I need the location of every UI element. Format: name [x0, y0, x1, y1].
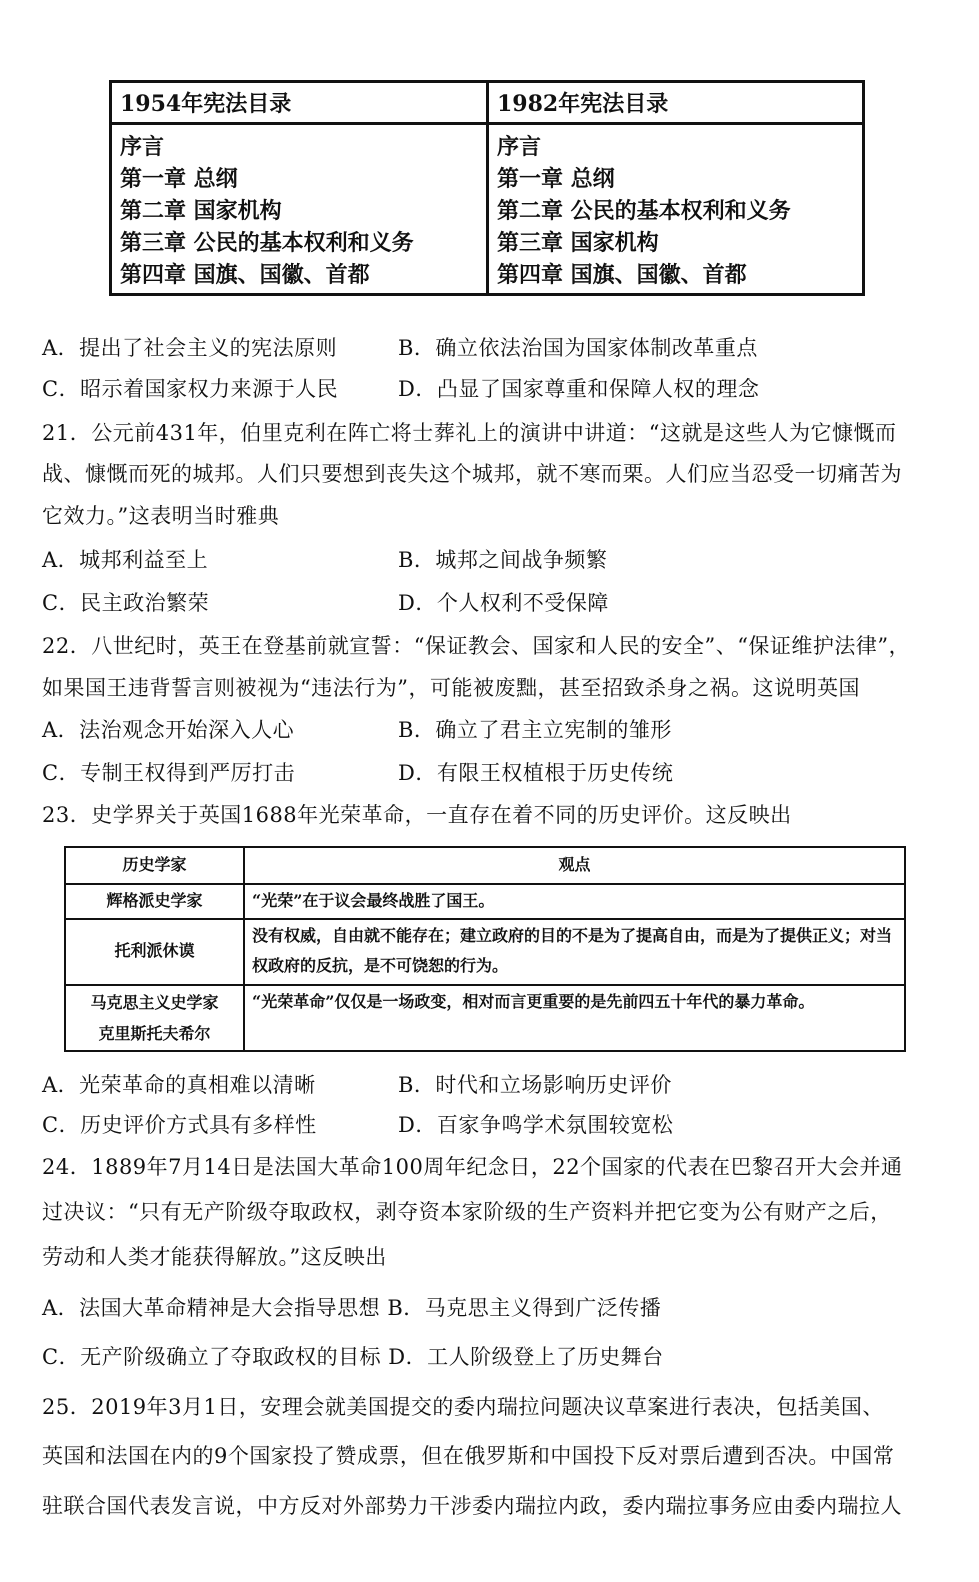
options-c-d: C．无产阶级确立了夺取政权的目标 D．工人阶级登上了历史舞台: [42, 1345, 664, 1369]
question-22-stem-line: 22．八世纪时，英王在登基前就宣誓：“保证教会、国家和人民的安全”、“保证维护法律”，: [42, 634, 911, 658]
question-24-stem-line: 过决议：“只有无产阶级夺取政权，剥夺资本家阶级的生产资料并把它变为公有财产之后，: [42, 1200, 892, 1224]
question-21-stem-line: 战、慷慨而死的城邦。人们只要想到丧失这个城邦，就不寒而栗。人们应当忍受一切痛苦为: [42, 462, 902, 486]
list-item: 第二章 公民的基本权利和义务: [497, 198, 791, 224]
table-cell-view: “光荣”在于议会最终战胜了国王。: [252, 891, 495, 910]
option-d: D．百家争鸣学术氛围较宽松: [398, 1113, 674, 1137]
option-a: A．法治观念开始深入人心: [42, 718, 295, 742]
options-a-b: A．法国大革命精神是大会指导思想 B．马克思主义得到广泛传播: [42, 1296, 662, 1320]
option-d: D．凸显了国家尊重和保障人权的理念: [398, 377, 760, 401]
question-24-stem-line: 劳动和人类才能获得解放。”这反映出: [42, 1245, 387, 1269]
table-cell-historian: 托利派休谟: [114, 941, 195, 960]
list-item: 第二章 国家机构: [120, 198, 282, 224]
list-item: 第三章 公民的基本权利和义务: [120, 230, 414, 256]
question-24-stem-line: 24．1889年7月14日是法国大革命100周年纪念日，22个国家的代表在巴黎召开大会并通: [42, 1155, 903, 1179]
question-21-stem-line: 它效力。”这表明当时雅典: [42, 504, 280, 528]
list-item: 第一章 总纲: [497, 166, 615, 192]
question-25-stem-line: 25．2019年3月1日，安理会就美国提交的委内瑞拉问题决议草案进行表决，包括美国、: [42, 1395, 884, 1419]
table-divider: [66, 918, 904, 920]
table-cell-view: “光荣革命”仅仅是一场政变，相对而言更重要的是先前四五十年代的暴力革命。: [252, 992, 815, 1011]
option-c: C．专制王权得到严厉打击: [42, 761, 296, 785]
constitution-contents-table: [109, 80, 865, 296]
option-b: B．确立依法治国为国家体制改革重点: [398, 336, 758, 360]
option-b: B．时代和立场影响历史评价: [398, 1073, 672, 1097]
question-21-stem-line: 21．公元前431年，伯里克利在阵亡将士葬礼上的演讲中讲道：“这就是这些人为它慷慨而: [42, 421, 897, 445]
option-c: C．昭示着国家权力来源于人民: [42, 377, 339, 401]
question-25-stem-line: 驻联合国代表发言说，中方反对外部势力干涉委内瑞拉内政，委内瑞拉事务应由委内瑞拉人: [42, 1494, 902, 1518]
list-item: 第四章 国旗、国徽、首都: [120, 262, 370, 288]
question-25-stem-line: 英国和法国在内的9个国家投了赞成票，但在俄罗斯和中国投下反对票后遭到否决。中国常: [42, 1444, 895, 1468]
question-23-stem: 23．史学界关于英国1688年光荣革命，一直存在着不同的历史评价。这反映出: [42, 803, 792, 827]
table-header-view: 观点: [558, 855, 591, 874]
option-a: A．光荣革命的真相难以清晰: [42, 1073, 316, 1097]
option-d: D．有限王权植根于历史传统: [398, 761, 674, 785]
table-header-historian: 历史学家: [122, 855, 187, 874]
option-b: B．城邦之间战争频繁: [398, 548, 608, 572]
option-d: D．个人权利不受保障: [398, 591, 609, 615]
question-22-stem-line: 如果国王违背誓言则被视为“违法行为”，可能被废黜，甚至招致杀身之祸。这说明英国: [42, 676, 860, 700]
table-cell-historian: 辉格派史学家: [106, 891, 203, 910]
list-item: 序言: [497, 134, 542, 160]
historian-views-table: [64, 846, 906, 1052]
option-c: C．民主政治繁荣: [42, 591, 210, 615]
list-item: 第四章 国旗、国徽、首都: [497, 262, 747, 288]
table-column-1954: [112, 83, 489, 293]
table-column-1982: [489, 83, 862, 293]
table-divider: [66, 984, 904, 986]
table-cell-historian: 马克思主义史学家 克里斯托夫希尔: [90, 993, 219, 1043]
table-divider: [66, 883, 904, 885]
option-b: B．确立了君主立宪制的雏形: [398, 718, 672, 742]
list-item: 第一章 总纲: [120, 166, 238, 192]
option-a: A．城邦利益至上: [42, 548, 209, 572]
option-a: A．提出了社会主义的宪法原则: [42, 336, 338, 360]
option-c: C．历史评价方式具有多样性: [42, 1113, 317, 1137]
column-title-1954: 1954年宪法目录: [112, 83, 486, 125]
column-title-1982: 1982年宪法目录: [489, 83, 862, 125]
list-item: 第三章 国家机构: [497, 230, 659, 256]
list-item: 序言: [120, 134, 165, 160]
table-cell-view: 没有权威，自由就不能存在；建立政府的目的不是为了提高自由，而是为了提供正义；对当权政府的反抗，是不可饶恕的行为。: [252, 926, 893, 975]
